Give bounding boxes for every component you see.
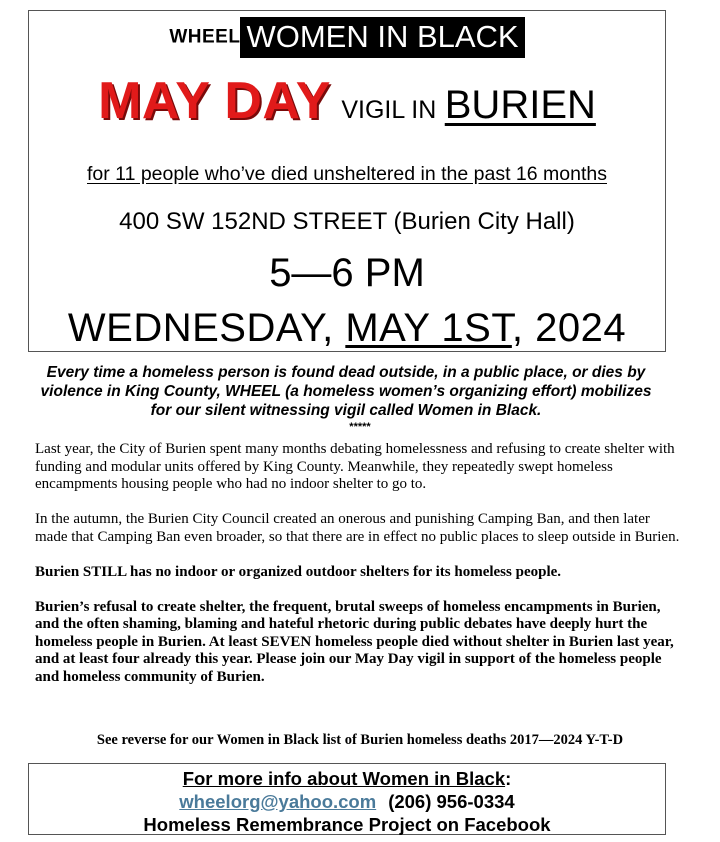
more-info-heading <box>29 768 665 790</box>
body-paragraph-1: Last year, the City of Burien spent many months debating homelessness and refusing to create shelter with funding and modular units offered by King County. Meanwhile, they repeatedly swept homeless encampments housing people who had no indoor shelter to go to. <box>35 441 675 492</box>
event-address: 400 SW 152ND STREET (Burien City Hall) <box>119 208 575 235</box>
event-subline: for 11 people who’ve died unsheltered in the past 16 months <box>87 163 607 185</box>
intro-paragraph: Every time a homeless person is found dead outside, in a public place, or dies by violence in King County, WHEEL (a homeless women’s organizing effort) mobilizes for our silent witnessing vigil called Women in Black. <box>40 364 652 419</box>
group-name-banner: WOMEN IN BLACK <box>240 17 524 58</box>
more-info-text: For more info about Women in Black <box>182 768 506 789</box>
facebook-reference: Homeless Remembrance Project on Facebook <box>143 814 551 835</box>
more-info-colon: : <box>505 768 512 789</box>
body-paragraph-4: Burien’s refusal to create shelter, the frequent, brutal sweeps of homeless encampments in Burien, and the often shaming, blaming and hateful rhetoric during public debates have deeply hurt the homeless people in Burien. At least SEVEN homeless people died without shelter in Burien last year, and at least four already this year. Please join our May Day vigil in support of the homeless people and homeless community of Burien. <box>35 598 674 685</box>
headline <box>29 71 665 131</box>
headline-main: MAY DAY <box>98 72 331 130</box>
date-prefix: WEDNESDAY, <box>67 306 346 350</box>
org-prefix: WHEEL <box>169 26 241 48</box>
date-suffix: , 2024 <box>511 306 627 350</box>
body-paragraph-3: Burien STILL has no indoor or organized outdoor shelters for its homeless people. <box>35 563 562 580</box>
organization-line <box>29 17 665 63</box>
event-header-box <box>28 10 666 352</box>
contact-line <box>29 791 665 813</box>
contact-box <box>28 763 666 835</box>
body-paragraph-2: In the autumn, the Burien City Council created an onerous and punishing Camping Ban, and then later made that Camping Ban even broader, so that there are in effect no public places to sleep outside in Burien. <box>35 511 680 545</box>
headline-place: BURIEN <box>444 83 596 127</box>
date-underlined: MAY 1ST <box>345 306 512 350</box>
headline-mid: VIGIL IN <box>341 96 437 124</box>
separator-stars: ***** <box>349 421 371 433</box>
phone-number: (206) 956-0334 <box>388 791 515 812</box>
email-link[interactable]: wheelorg@yahoo.com <box>179 791 377 812</box>
event-date <box>29 306 665 351</box>
body-text <box>35 441 680 704</box>
see-reverse-note: See reverse for our Women in Black list of Burien homeless deaths 2017—2024 Y-T-D <box>96 732 624 748</box>
event-time: 5—6 PM <box>269 251 425 295</box>
